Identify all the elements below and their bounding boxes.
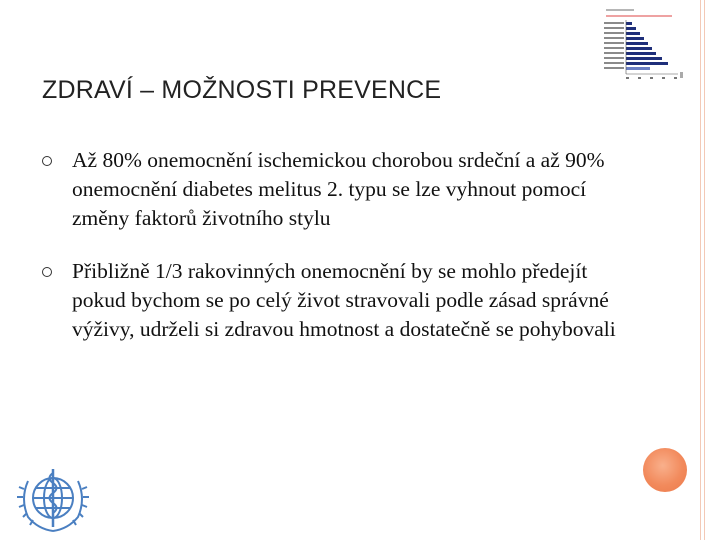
bullet-circle-icon	[42, 156, 52, 166]
bullet-circle-icon	[42, 267, 52, 277]
thumb-label	[604, 57, 624, 59]
chart-thumbnail-image	[600, 6, 684, 86]
thumb-label	[604, 52, 624, 54]
thumb-bar	[626, 32, 640, 35]
thumb-label	[604, 22, 624, 24]
who-emblem-icon	[14, 459, 92, 537]
decorative-orange-circle	[643, 448, 687, 492]
bullet-item	[42, 146, 642, 233]
thumb-bar	[626, 67, 650, 70]
thumb-bar	[626, 37, 644, 40]
slide-title: ZDRAVÍ – MOŽNOSTI PREVENCE	[42, 76, 442, 104]
bullet-item	[42, 257, 642, 344]
thumb-bar	[626, 22, 632, 25]
thumb-label	[604, 42, 624, 44]
thumb-bar	[626, 27, 636, 30]
bullet-text: Přibližně 1/3 rakovinných onemocnění by se mohlo předejít pokud bychom se po celý život stravovali podle zásad správné výživy, udrželi si zdravou hmotnost a dostatečně se pohybovali	[72, 259, 616, 341]
thumb-label	[604, 47, 624, 49]
bullet-text: Až 80% onemocnění ischemickou chorobou srdeční a až 90% onemocnění diabetes melitus 2. typu se lze vyhnout pomocí změny faktorů životního stylu	[72, 148, 605, 230]
bullet-list	[42, 146, 642, 368]
thumb-bar	[626, 52, 656, 55]
thumb-bar	[626, 62, 668, 65]
thumb-bar	[626, 47, 652, 50]
thumb-label	[604, 32, 624, 34]
thumb-label	[604, 62, 624, 64]
thumb-bar	[626, 42, 648, 45]
thumb-label	[604, 67, 624, 69]
decorative-rule	[704, 0, 705, 540]
decorative-rule	[700, 0, 701, 540]
thumb-bar	[626, 57, 662, 60]
thumb-label	[604, 37, 624, 39]
thumb-label	[604, 27, 624, 29]
